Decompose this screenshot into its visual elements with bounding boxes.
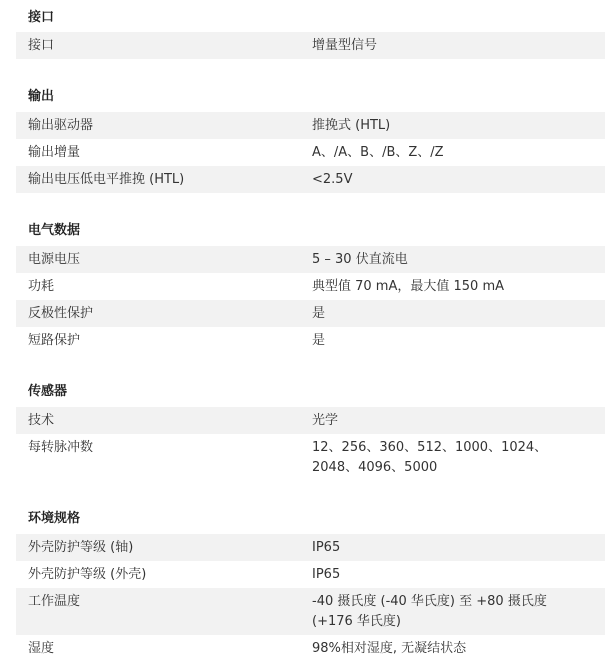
section-spacer [16, 193, 615, 215]
spec-label: 湿度 [28, 641, 55, 656]
spec-value: 典型值 70 mA，最大值 150 mA [312, 279, 504, 294]
spec-value: IP65 [312, 567, 341, 582]
spec-row [16, 32, 605, 59]
spec-label: 外壳防护等级 (轴) [28, 540, 134, 555]
spec-value: 12、256、360、512、1000、1024、2048、4096、5000 [312, 440, 548, 475]
section-sensor [16, 376, 615, 481]
spec-row [16, 112, 605, 139]
spec-label: 每转脉冲数 [28, 440, 94, 455]
spec-row [16, 139, 605, 166]
section-title: 电气数据 [28, 223, 81, 238]
spec-label: 反极性保护 [28, 306, 94, 321]
spec-label: 功耗 [28, 279, 55, 294]
spec-row [16, 166, 605, 193]
spec-row [16, 246, 605, 273]
section-electrical [16, 215, 615, 354]
spec-label: 输出驱动器 [28, 118, 94, 133]
spec-label: 外壳防护等级 (外壳) [28, 567, 147, 582]
spec-value: 是 [312, 333, 326, 348]
spec-value: 光学 [312, 413, 339, 428]
section-output [16, 81, 615, 193]
spec-row [16, 273, 605, 300]
spec-label: 输出增量 [28, 145, 81, 160]
spec-label: 技术 [28, 413, 55, 428]
spec-row [16, 434, 605, 481]
section-interface [16, 0, 615, 59]
spec-value: -40 摄氏度 (-40 华氏度) 至 +80 摄氏度 (+176 华氏度) [312, 594, 547, 629]
spec-value: 推挽式 (HTL) [312, 118, 391, 133]
spec-label: 电源电压 [28, 252, 81, 267]
spec-value: IP65 [312, 540, 341, 555]
spec-row [16, 635, 605, 662]
spec-row [16, 327, 605, 354]
spec-label: 接口 [28, 38, 55, 53]
spec-row [16, 561, 605, 588]
spec-row [16, 407, 605, 434]
spec-value: 增量型信号 [312, 38, 378, 53]
section-title: 环境规格 [28, 511, 81, 526]
spec-row [16, 588, 605, 635]
section-environment [16, 503, 615, 662]
spec-label: 输出电压低电平推挽 (HTL) [28, 172, 185, 187]
section-title: 输出 [28, 89, 55, 104]
section-title: 接口 [28, 10, 55, 25]
section-spacer [16, 59, 615, 81]
spec-row [16, 300, 605, 327]
section-spacer [16, 354, 615, 376]
spec-value: 是 [312, 306, 326, 321]
section-title: 传感器 [28, 384, 68, 399]
spec-value: A、/A、B、/B、Z、/Z [312, 145, 444, 160]
spec-label: 短路保护 [28, 333, 81, 348]
spec-value: <2.5V [312, 172, 353, 187]
spec-row [16, 534, 605, 561]
spec-value: 5 – 30 伏直流电 [312, 252, 408, 267]
spec-label: 工作温度 [28, 594, 81, 609]
spec-value: 98%相对湿度, 无凝结状态 [312, 641, 467, 656]
section-spacer [16, 481, 615, 503]
